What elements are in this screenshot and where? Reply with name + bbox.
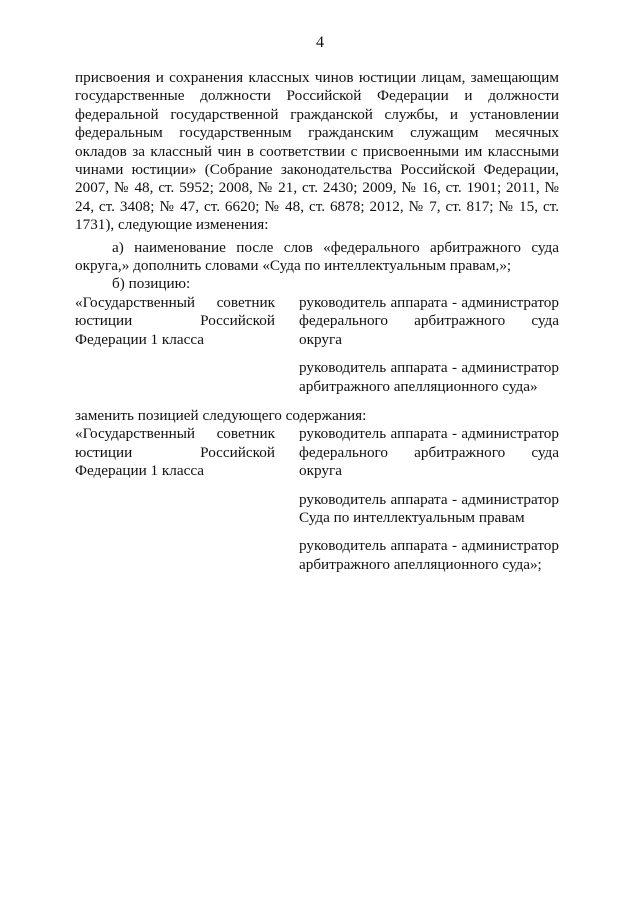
position-block-old [75, 294, 559, 396]
document-body [75, 69, 559, 574]
item-a-paragraph: а) наименование после слов «федерального арбитражного суда округа,» дополнить словами «Суда по интеллектуальным правам,»; [75, 238, 559, 275]
intro-paragraph: присвоения и сохранения классных чинов юстиции лицам, замещающим государственные должности Российской Федерации и должности федеральной государственной гражданской службы, и установлении федеральным государственным гражданским служащим месячных окладов за классный чин в соответствии с присвоенными им классными чинами юстиции» (Собрание законодательства Российской Федерации, 2007, № 48, ст. 5952; 2008, № 21, ст. 2430; 2009, № 16, ст. 1901; 2011, № 24, ст. 3408; № 47, ст. 6620; № 48, ст. 6878; 2012, № 7, ст. 817; № 15, ст. 1731), следующие изменения: [75, 69, 559, 234]
item-b-paragraph: б) позицию: [112, 275, 191, 293]
position-title-old: «Государственный советник юстиции Российской Федерации 1 класса [75, 293, 275, 348]
position-title-new: «Государственный советник юстиции Российской Федерации 1 класса [75, 425, 275, 480]
position-item-old-2: руководитель аппарата - администратор арбитражного апелляционного суда» [299, 359, 559, 395]
position-block-new [75, 425, 559, 574]
position-item-new-2: руководитель аппарата - администратор Суда по интеллектуальным правам [299, 490, 559, 526]
replace-paragraph: заменить позицией следующего содержания: [75, 406, 367, 424]
position-item-new-3: руководитель аппарата - администратор арбитражного апелляционного суда»; [299, 537, 559, 573]
position-item-old-1: руководитель аппарата - администратор федерального арбитражного суда округа [299, 293, 559, 348]
page-number: 4 [316, 34, 324, 51]
position-list-new [299, 425, 559, 574]
position-list-old [299, 294, 559, 396]
position-item-new-1: руководитель аппарата - администратор федерального арбитражного суда округа [299, 425, 559, 480]
